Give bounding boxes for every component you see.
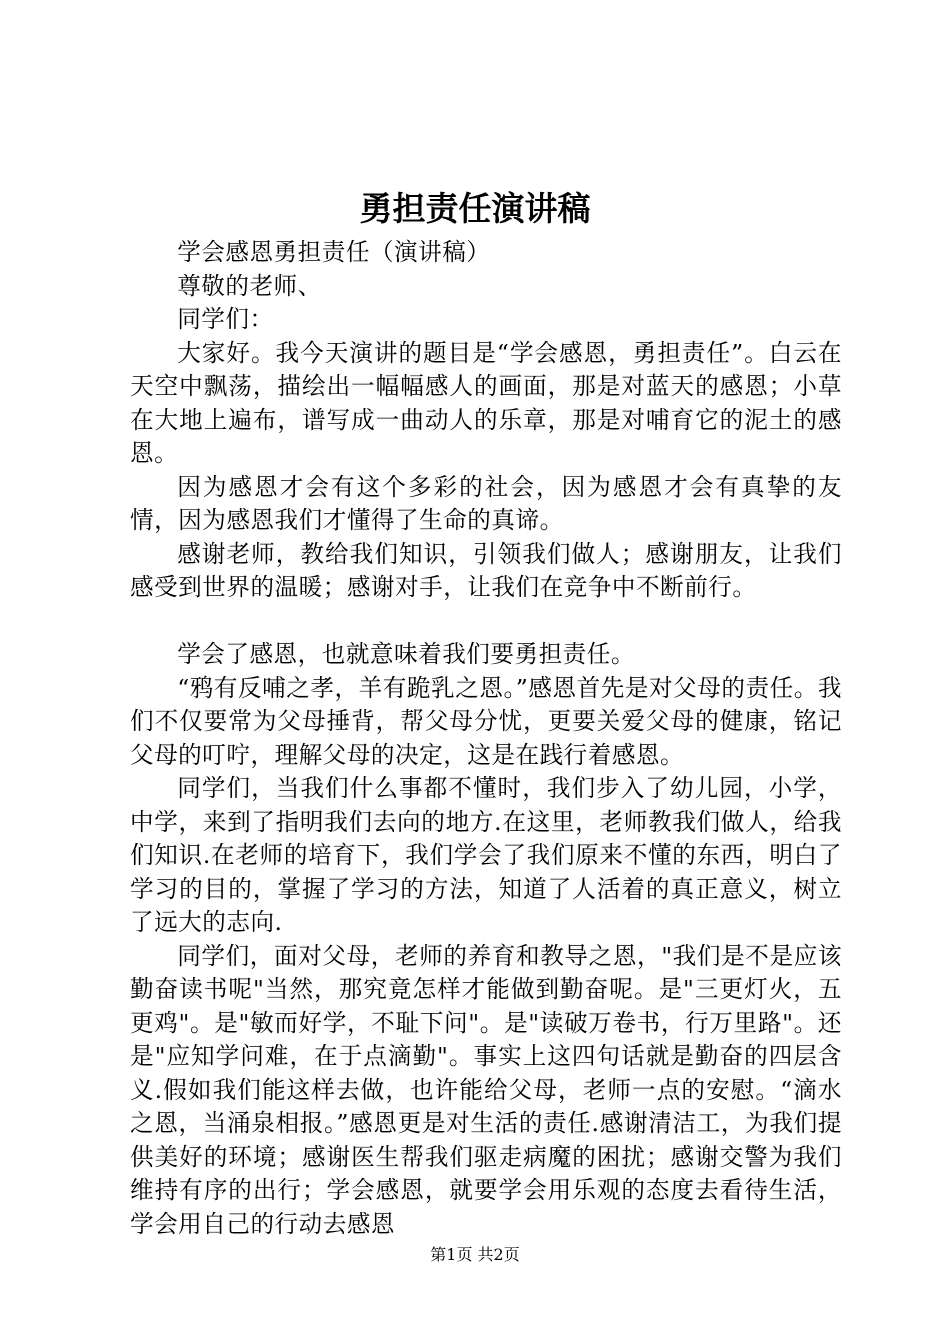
paragraph-salutation-teachers: 尊敬的老师、 [177, 271, 322, 300]
paragraph: 同学们，当我们什么事都不懂时，我们步入了幼儿园，小学，中学，来到了指明我们去向的地方.在这里，老师教我们做人，给我们知识.在老师的培育下，我们学会了我们原来不懂的东西，明白了学习的目的，掌握了学习的方法，知道了人活着的真正意义，树立了远大的志向. [130, 774, 842, 936]
paragraph: 学会了感恩，也就意味着我们要勇担责任。 [177, 640, 635, 668]
paragraph-subtitle: 学会感恩勇担责任（演讲稿） [177, 238, 491, 266]
paragraph-salutation-classmates: 同学们： [177, 305, 274, 333]
paragraph: 因为感恩才会有这个多彩的社会，因为感恩才会有真挚的友情，因为感恩我们才懂得了生命的真谛。 [130, 472, 842, 534]
paragraph-spacer [130, 605, 842, 639]
page-number-footer: 第1页 共2页 [430, 1245, 520, 1264]
paragraph: 同学们，面对父母，老师的养育和教导之恩，"我们是不是应该勤奋读书呢"当然，那究竟怎样才能做到勤奋呢。是"三更灯火，五更鸡"。是"敏而好学，不耻下问"。是"读破万卷书，行万里路"。还是"应知学问难，在于点滴勤"。事实上这四句话就是勤奋的四层含义.假如我们能这样去做，也许能给父母，老师一点的安慰。“滴水之恩，当涌泉相报。”感恩更是对生活的责任.感谢清洁工，为我们提供美好的环境；感谢医生帮我们驱走病魔的困扰；感谢交警为我们维持有序的出行；学会感恩，就要学会用乐观的态度去看待生活，学会用自己的行动去感恩 [130, 941, 842, 1238]
document-title: 勇担责任演讲稿 [359, 189, 591, 228]
paragraph: 大家好。我今天演讲的题目是“学会感恩，勇担责任”。白云在天空中飘荡，描绘出一幅幅感人的画面，那是对蓝天的感恩；小草在大地上遍布，谱写成一曲动人的乐章，那是对哺育它的泥土的感恩。 [130, 338, 842, 467]
paragraph: 感谢老师，教给我们知识，引领我们做人；感谢朋友，让我们感受到世界的温暖；感谢对手，让我们在竞争中不断前行。 [130, 539, 842, 601]
paragraph: “鸦有反哺之孝，羊有跪乳之恩。”感恩首先是对父母的责任。我们不仅要常为父母捶背，帮父母分忧，更要关爱父母的健康，铭记父母的叮咛，理解父母的决定，这是在践行着感恩。 [130, 673, 842, 769]
document-body [130, 236, 842, 1241]
